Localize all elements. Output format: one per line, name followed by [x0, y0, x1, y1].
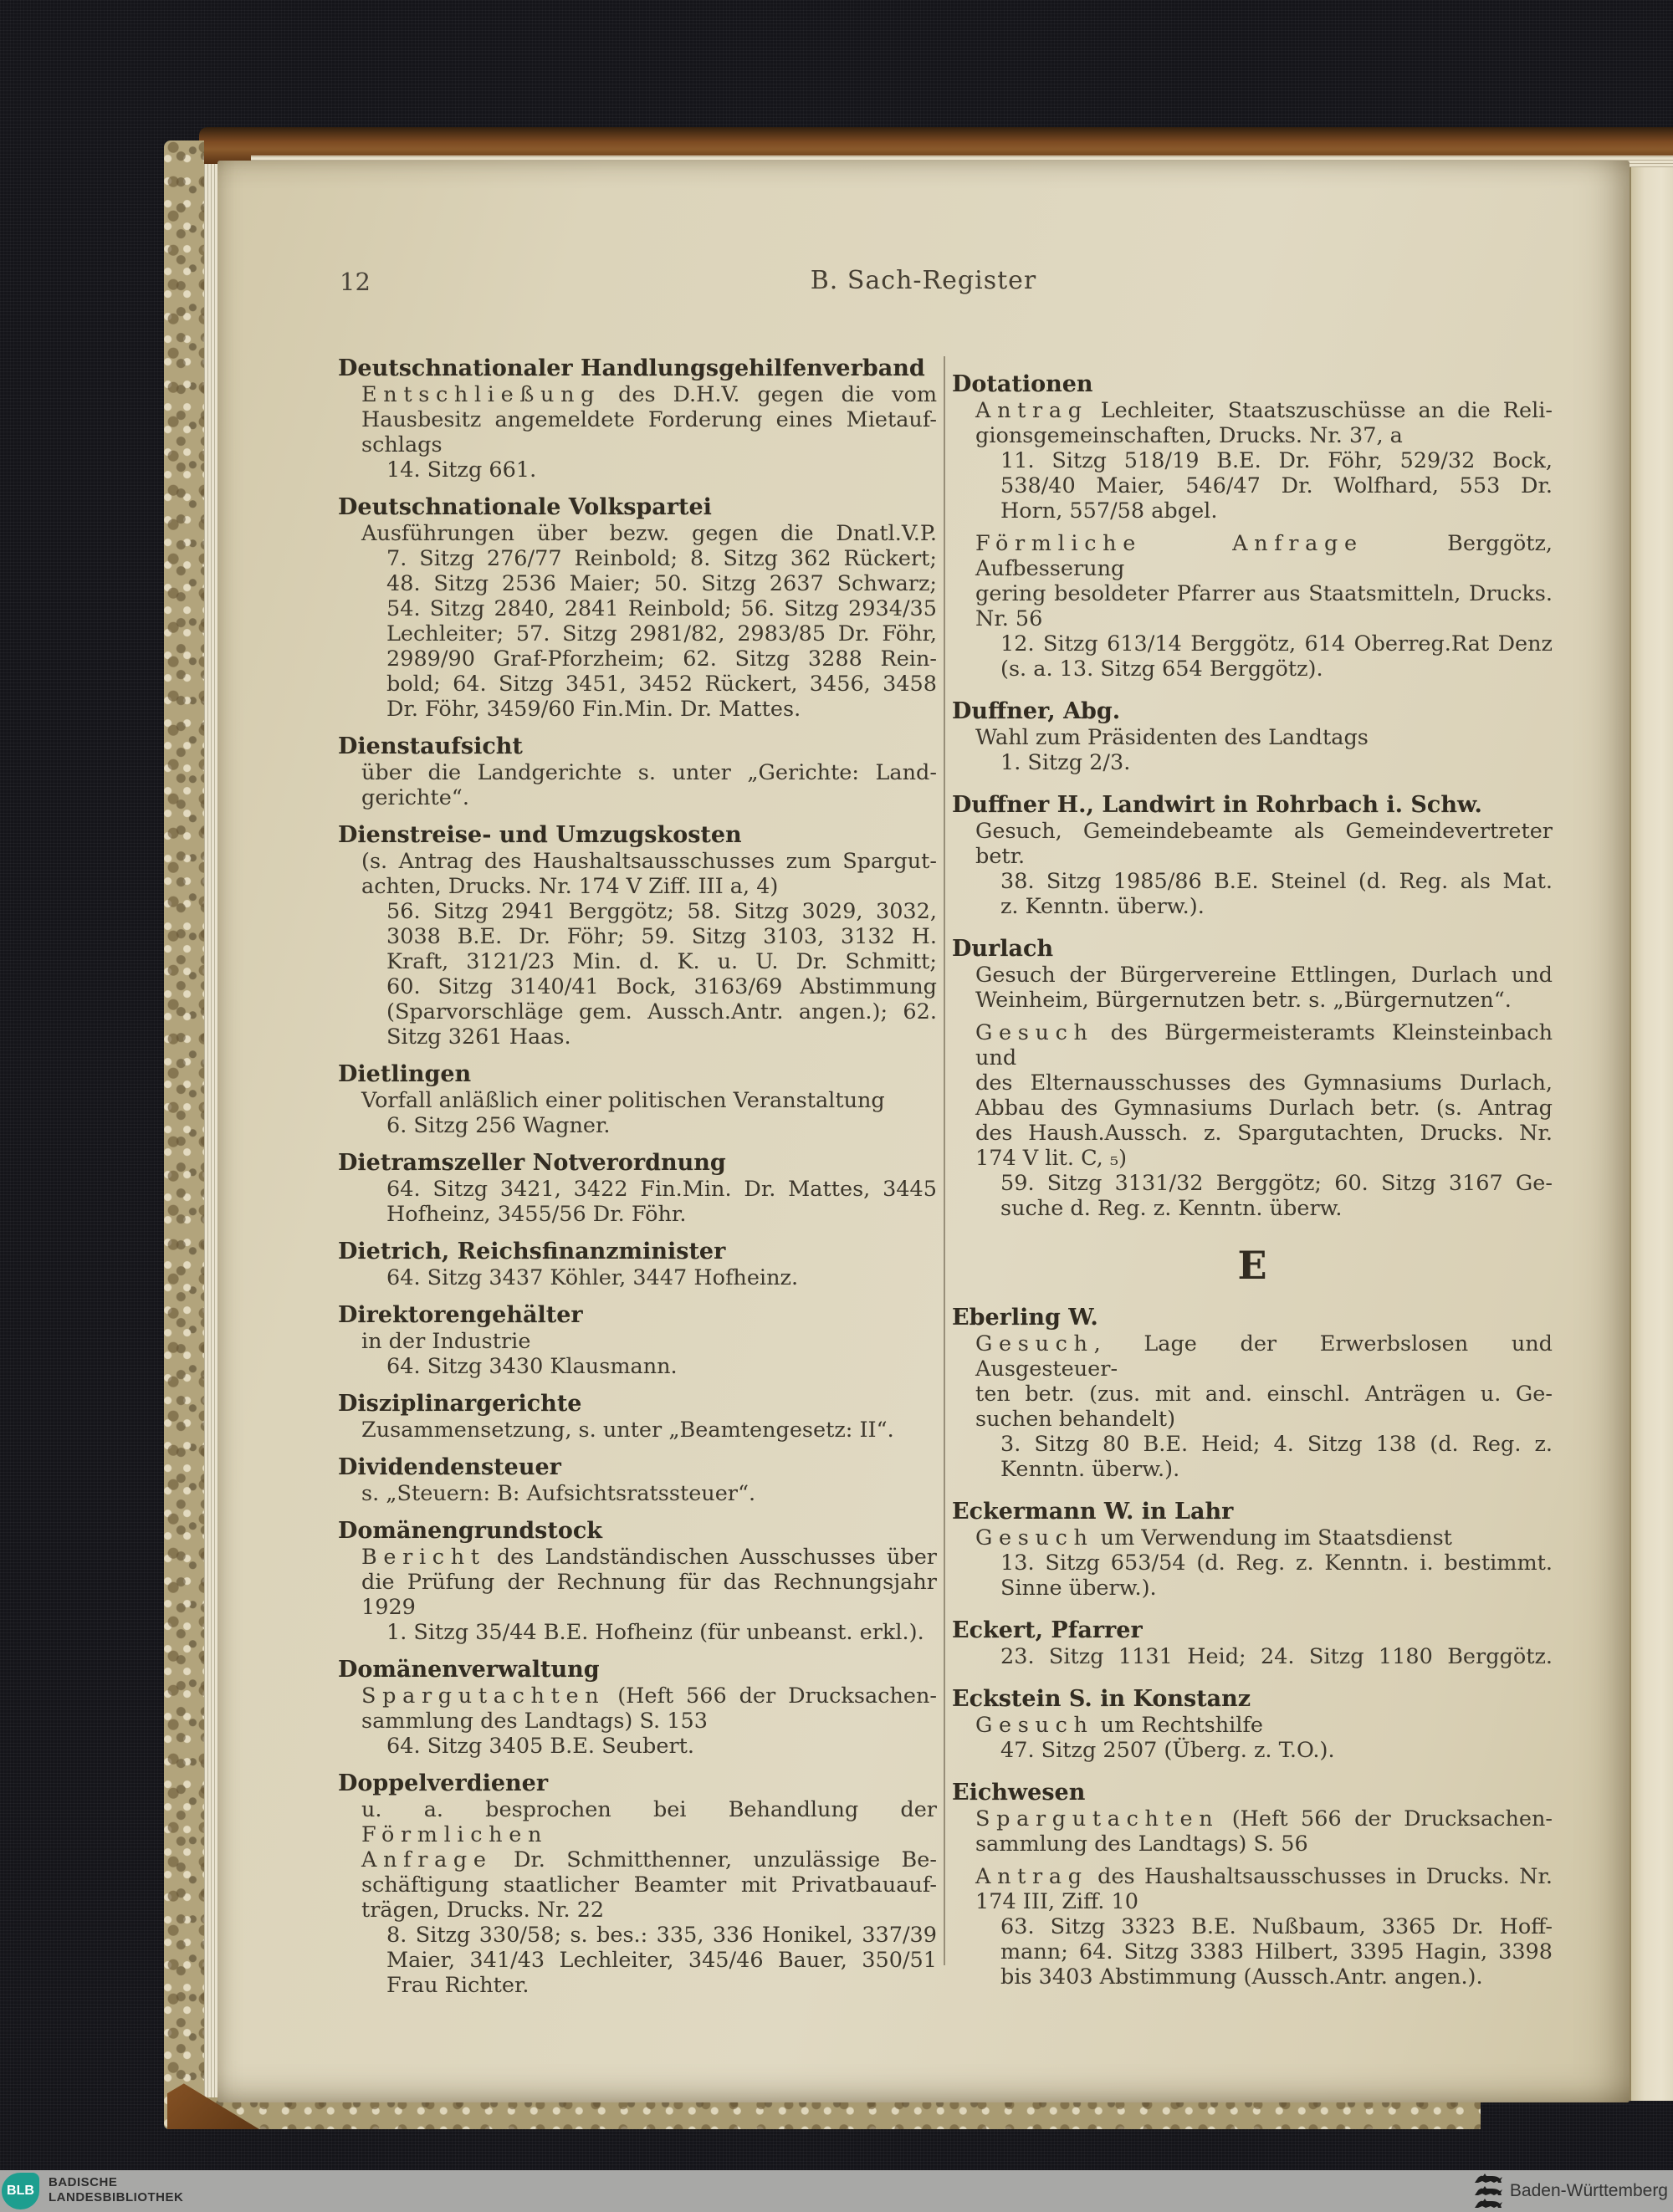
entry-line: Spargutachten (Heft 566 der Drucksachen-	[361, 1683, 937, 1709]
entry-line: 6. Sitzg 256 Wagner.	[386, 1113, 611, 1138]
baden-wuerttemberg-coat-of-arms-icon	[1473, 2173, 1503, 2209]
entry-line: 538/40 Maier, 546/47 Dr. Wolfhard, 553 Dr.	[1000, 473, 1553, 498]
library-name-line2: LANDESBIBLIOTHEK	[49, 2190, 184, 2204]
entry-line: 8. Sitzg 330/58; s. bes.: 335, 336 Honikel, 337/39	[386, 1923, 937, 1948]
entry-line: 64. Sitzg 3430 Klausmann.	[386, 1354, 678, 1379]
entry-line: trägen, Drucks. Nr. 22	[361, 1898, 605, 1923]
entry-line: Gesuch, Gemeindebeamte als Gemeindevertreter	[975, 819, 1553, 844]
section-letter: E	[1237, 1243, 1267, 1288]
entry-line: sammlung des Landtags) S. 56	[975, 1831, 1308, 1857]
entry-line: schlags	[361, 432, 443, 457]
entry-line: suchen behandelt)	[975, 1407, 1176, 1432]
index-entry	[338, 1301, 937, 1379]
entry-headword: Direktorengehälter	[338, 1302, 583, 1328]
entry-line: 174 V lit. C, ₅)	[975, 1146, 1128, 1171]
index-entry	[952, 1498, 1553, 1601]
entry-line: 56. Sitzg 2941 Berggötz; 58. Sitzg 3029, 3032,	[386, 899, 937, 924]
entry-line: des Elternausschusses des Gymnasiums Durlach,	[975, 1070, 1553, 1096]
entry-line: 47. Sitzg 2507 (Überg. z. T.O.).	[1000, 1738, 1335, 1763]
index-entry	[338, 1060, 937, 1138]
index-entry	[338, 821, 937, 1050]
entry-line: achten, Drucks. Nr. 174 V Ziff. III a, 4)	[361, 874, 779, 899]
blb-logo-icon: BLB	[2, 2173, 39, 2209]
entry-line: 1929	[361, 1595, 416, 1620]
entry-line: Spargutachten (Heft 566 der Drucksachen-	[975, 1806, 1553, 1831]
index-entry	[952, 791, 1553, 919]
entry-line: (s. Antrag des Haushaltsausschusses zum Spargut-	[361, 849, 937, 874]
index-entry	[952, 697, 1553, 775]
entry-line: bis 3403 Abstimmung (Aussch.Antr. angen.).	[1000, 1964, 1483, 1990]
index-entry	[338, 1517, 937, 1645]
entry-line: Frau Richter.	[386, 1973, 530, 1998]
entry-line: 11. Sitzg 518/19 B.E. Dr. Föhr, 529/32 Bock,	[1000, 448, 1553, 473]
entry-headword: Eckstein S. in Konstanz	[952, 1686, 1251, 1712]
library-footer-bar	[0, 2170, 1673, 2212]
entry-line: Hausbesitz angemeldete Forderung eines Mietauf-	[361, 407, 937, 432]
entry-line: 1. Sitzg 35/44 B.E. Hofheinz (für unbeanst. erkl.).	[386, 1620, 924, 1645]
index-entry	[338, 733, 937, 810]
entry-line: Lechleiter; 57. Sitzg 2981/82, 2983/85 Dr. Föhr,	[386, 621, 937, 646]
entry-headword: Dietlingen	[338, 1061, 472, 1087]
running-header: B. Sach-Register	[810, 266, 1037, 295]
entry-line: 14. Sitzg 661.	[386, 457, 537, 483]
entry-line: über die Landgerichte s. unter „Gerichte: Land-	[361, 760, 937, 785]
entry-line: Dr. Föhr, 3459/60 Fin.Min. Dr. Mattes.	[386, 697, 801, 722]
entry-line: s. „Steuern: B: Aufsichtsratssteuer“.	[361, 1481, 756, 1506]
library-name	[49, 2175, 183, 2205]
entry-line: u. a. besprochen bei Behandlung der Förmlichen	[361, 1797, 937, 1847]
entry-line: Sitzg 3261 Haas.	[386, 1024, 571, 1050]
entry-line: Abbau des Gymnasiums Durlach betr. (s. Antrag	[975, 1096, 1553, 1121]
entry-line: Gesuch, Lage der Erwerbslosen und Ausgesteuer-	[975, 1331, 1553, 1382]
entry-line: 64. Sitzg 3437 Köhler, 3447 Hofheinz.	[386, 1265, 799, 1290]
page-stack-left-edge	[204, 164, 217, 2106]
entry-line: Vorfall anläßlich einer politischen Veranstaltung	[361, 1088, 885, 1113]
entry-line: Hofheinz, 3455/56 Dr. Föhr.	[386, 1202, 687, 1227]
entry-headword: Eberling W.	[952, 1305, 1098, 1331]
entry-line: (s. a. 13. Sitzg 654 Berggötz).	[1000, 656, 1323, 682]
index-entry	[338, 1770, 937, 1998]
entry-line: mann; 64. Sitzg 3383 Hilbert, 3395 Hagin, 3398	[1000, 1939, 1553, 1964]
marbled-cover-left-edge	[164, 140, 204, 2129]
index-entry	[952, 1779, 1553, 1990]
entry-line: die Prüfung der Rechnung für das Rechnungsjahr	[361, 1570, 937, 1595]
index-entry	[338, 493, 937, 722]
index-entry	[338, 1149, 937, 1227]
entry-headword: Doppelverdiener	[338, 1770, 549, 1796]
entry-line: sammlung des Landtags) S. 153	[361, 1709, 708, 1734]
entry-line: 174 III, Ziff. 10	[975, 1889, 1138, 1914]
entry-line: Horn, 557/58 abgel.	[1000, 498, 1218, 524]
entry-line: 60. Sitzg 3140/41 Bock, 3163/69 Abstimmung	[386, 974, 937, 999]
entry-line: 12. Sitzg 613/14 Berggötz, 614 Oberreg.Rat Denz	[1000, 631, 1553, 656]
entry-line: bold; 64. Sitzg 3451, 3452 Rückert, 3456, 3458	[386, 672, 937, 697]
entry-headword: Domänenverwaltung	[338, 1657, 600, 1683]
entry-line: Kraft, 3121/23 Min. d. K. u. U. Dr. Schmitt;	[386, 949, 937, 974]
index-entry	[952, 370, 1553, 682]
entry-line: Gesuch des Bürgermeisteramts Kleinsteinbach und	[975, 1020, 1553, 1070]
entry-line: 1. Sitzg 2/3.	[1000, 750, 1131, 775]
entry-line: 54. Sitzg 2840, 2841 Reinbold; 56. Sitzg 2934/35	[386, 596, 937, 621]
entry-line: suche d. Reg. z. Kenntn. überw.	[1000, 1196, 1343, 1221]
entry-line: gerichte“.	[361, 785, 469, 810]
entry-line: 38. Sitzg 1985/86 B.E. Steinel (d. Reg. als Mat.	[1000, 869, 1553, 894]
entry-line: Zusammensetzung, s. unter „Beamtengesetz: II“.	[361, 1418, 894, 1443]
entry-headword: Deutschnationaler Handlungsgehilfenverband	[338, 355, 925, 381]
entry-headword: Eichwesen	[952, 1780, 1086, 1806]
entry-headword: Dienstaufsicht	[338, 733, 523, 759]
entry-line: 64. Sitzg 3405 B.E. Seubert.	[386, 1734, 695, 1759]
entry-headword: Dietrich, Reichsfinanzminister	[338, 1239, 726, 1264]
library-name-line1: BADISCHE	[49, 2175, 118, 2189]
entry-headword: Disziplinargerichte	[338, 1391, 582, 1417]
column-divider-rule	[944, 356, 945, 1965]
entry-headword: Dienstreise- und Umzugskosten	[338, 822, 742, 848]
entry-line: Bericht des Landständischen Ausschusses über	[361, 1545, 937, 1570]
entry-headword: Eckert, Pfarrer	[952, 1617, 1143, 1643]
entry-headword: Durlach	[952, 936, 1054, 962]
entry-line: Gesuch der Bürgervereine Ettlingen, Durlach und	[975, 963, 1553, 988]
index-column-right	[952, 355, 1553, 1990]
index-entry	[338, 1238, 937, 1290]
entry-line: 64. Sitzg 3421, 3422 Fin.Min. Dr. Mattes, 3445	[386, 1177, 937, 1202]
entry-line: 2989/90 Graf-Pforzheim; 62. Sitzg 3288 Rein-	[386, 646, 937, 672]
entry-line: 48. Sitzg 2536 Maier; 50. Sitzg 2637 Schwarz;	[386, 571, 937, 596]
entry-line: 7. Sitzg 276/77 Reinbold; 8. Sitzg 362 Rückert;	[386, 546, 937, 571]
index-entry	[952, 1617, 1553, 1669]
index-entry	[338, 355, 937, 483]
entry-line: 3. Sitzg 80 B.E. Heid; 4. Sitzg 138 (d. Reg. z.	[1000, 1432, 1553, 1457]
state-branding	[1473, 2170, 1668, 2212]
entry-line: Kenntn. überw.).	[1000, 1457, 1180, 1482]
entry-line: z. Kenntn. überw.).	[1000, 894, 1205, 919]
entry-line: gionsgemeinschaften, Drucks. Nr. 37, a	[975, 423, 1403, 448]
index-entry	[338, 1453, 937, 1506]
entry-line: Entschließung des D.H.V. gegen die vom	[361, 382, 937, 407]
entry-line: (Sparvorschläge gem. Aussch.Antr. angen.); 62.	[386, 999, 937, 1024]
entry-line: Antrag des Haushaltsausschusses in Drucks. Nr.	[975, 1864, 1553, 1889]
entry-line: Förmliche Anfrage Berggötz, Aufbesserung	[975, 531, 1553, 581]
entry-line: Maier, 341/43 Lechleiter, 345/46 Bauer, 350/51	[386, 1948, 937, 1973]
entry-line: des Haush.Aussch. z. Spargutachten, Drucks. Nr.	[975, 1121, 1553, 1146]
entry-headword: Duffner, Abg.	[952, 698, 1121, 724]
entry-line: in der Industrie	[361, 1329, 531, 1354]
entry-line: 23. Sitzg 1131 Heid; 24. Sitzg 1180 Berggötz.	[1000, 1644, 1553, 1669]
entry-headword: Dietramszeller Notverordnung	[338, 1150, 726, 1176]
entry-line: schäftigung staatlicher Beamter mit Privatbauauf-	[361, 1872, 937, 1898]
next-page-gutter-edge	[1630, 167, 1673, 2101]
entry-headword: Eckermann W. in Lahr	[952, 1499, 1234, 1525]
index-entry	[952, 1685, 1553, 1763]
index-column-left	[338, 355, 937, 1998]
entry-line: Ausführungen über bezw. gegen die Dnatl.V.P.	[361, 521, 937, 546]
entry-line: Antrag Lechleiter, Staatszuschüsse an die Reli-	[975, 398, 1553, 423]
entry-headword: Duffner H., Landwirt in Rohrbach i. Schw.	[952, 792, 1482, 818]
page-number: 12	[340, 268, 371, 296]
entry-line: 63. Sitzg 3323 B.E. Nußbaum, 3365 Dr. Hoff-	[1000, 1914, 1553, 1939]
index-entry	[952, 935, 1553, 1221]
entry-headword: Dotationen	[952, 371, 1093, 397]
index-entry	[338, 1390, 937, 1443]
entry-line: 3038 B.E. Dr. Föhr; 59. Sitzg 3103, 3132 H.	[386, 924, 937, 949]
entry-line: Sinne überw.).	[1000, 1576, 1157, 1601]
state-name: Baden-Württemberg	[1509, 2181, 1668, 2200]
entry-line: Gesuch um Verwendung im Staatsdienst	[975, 1525, 1452, 1550]
scanned-page	[217, 161, 1630, 2102]
entry-line: Nr. 56	[975, 606, 1043, 631]
entry-headword: Dividendensteuer	[338, 1454, 561, 1480]
entry-headword: Deutschnationale Volkspartei	[338, 494, 712, 520]
entry-line: gering besoldeter Pfarrer aus Staatsmitteln, Drucks.	[975, 581, 1553, 606]
index-entry	[952, 1304, 1553, 1482]
entry-line: ten betr. (zus. mit and. einschl. Anträgen u. Ge-	[975, 1382, 1553, 1407]
entry-line: Wahl zum Präsidenten des Landtags	[975, 725, 1369, 750]
entry-line: betr.	[975, 844, 1026, 869]
entry-line: 13. Sitzg 653/54 (d. Reg. z. Kenntn. i. bestimmt.	[1000, 1550, 1553, 1576]
entry-line: 59. Sitzg 3131/32 Berggötz; 60. Sitzg 3167 Ge-	[1000, 1171, 1553, 1196]
entry-line: Weinheim, Bürgernutzen betr. s. „Bürgernutzen“.	[975, 988, 1512, 1013]
entry-headword: Domänengrundstock	[338, 1518, 602, 1544]
entry-line: Anfrage Dr. Schmitthenner, unzulässige Be-	[361, 1847, 937, 1872]
entry-line: Gesuch um Rechtshilfe	[975, 1713, 1263, 1738]
index-entry	[338, 1656, 937, 1759]
